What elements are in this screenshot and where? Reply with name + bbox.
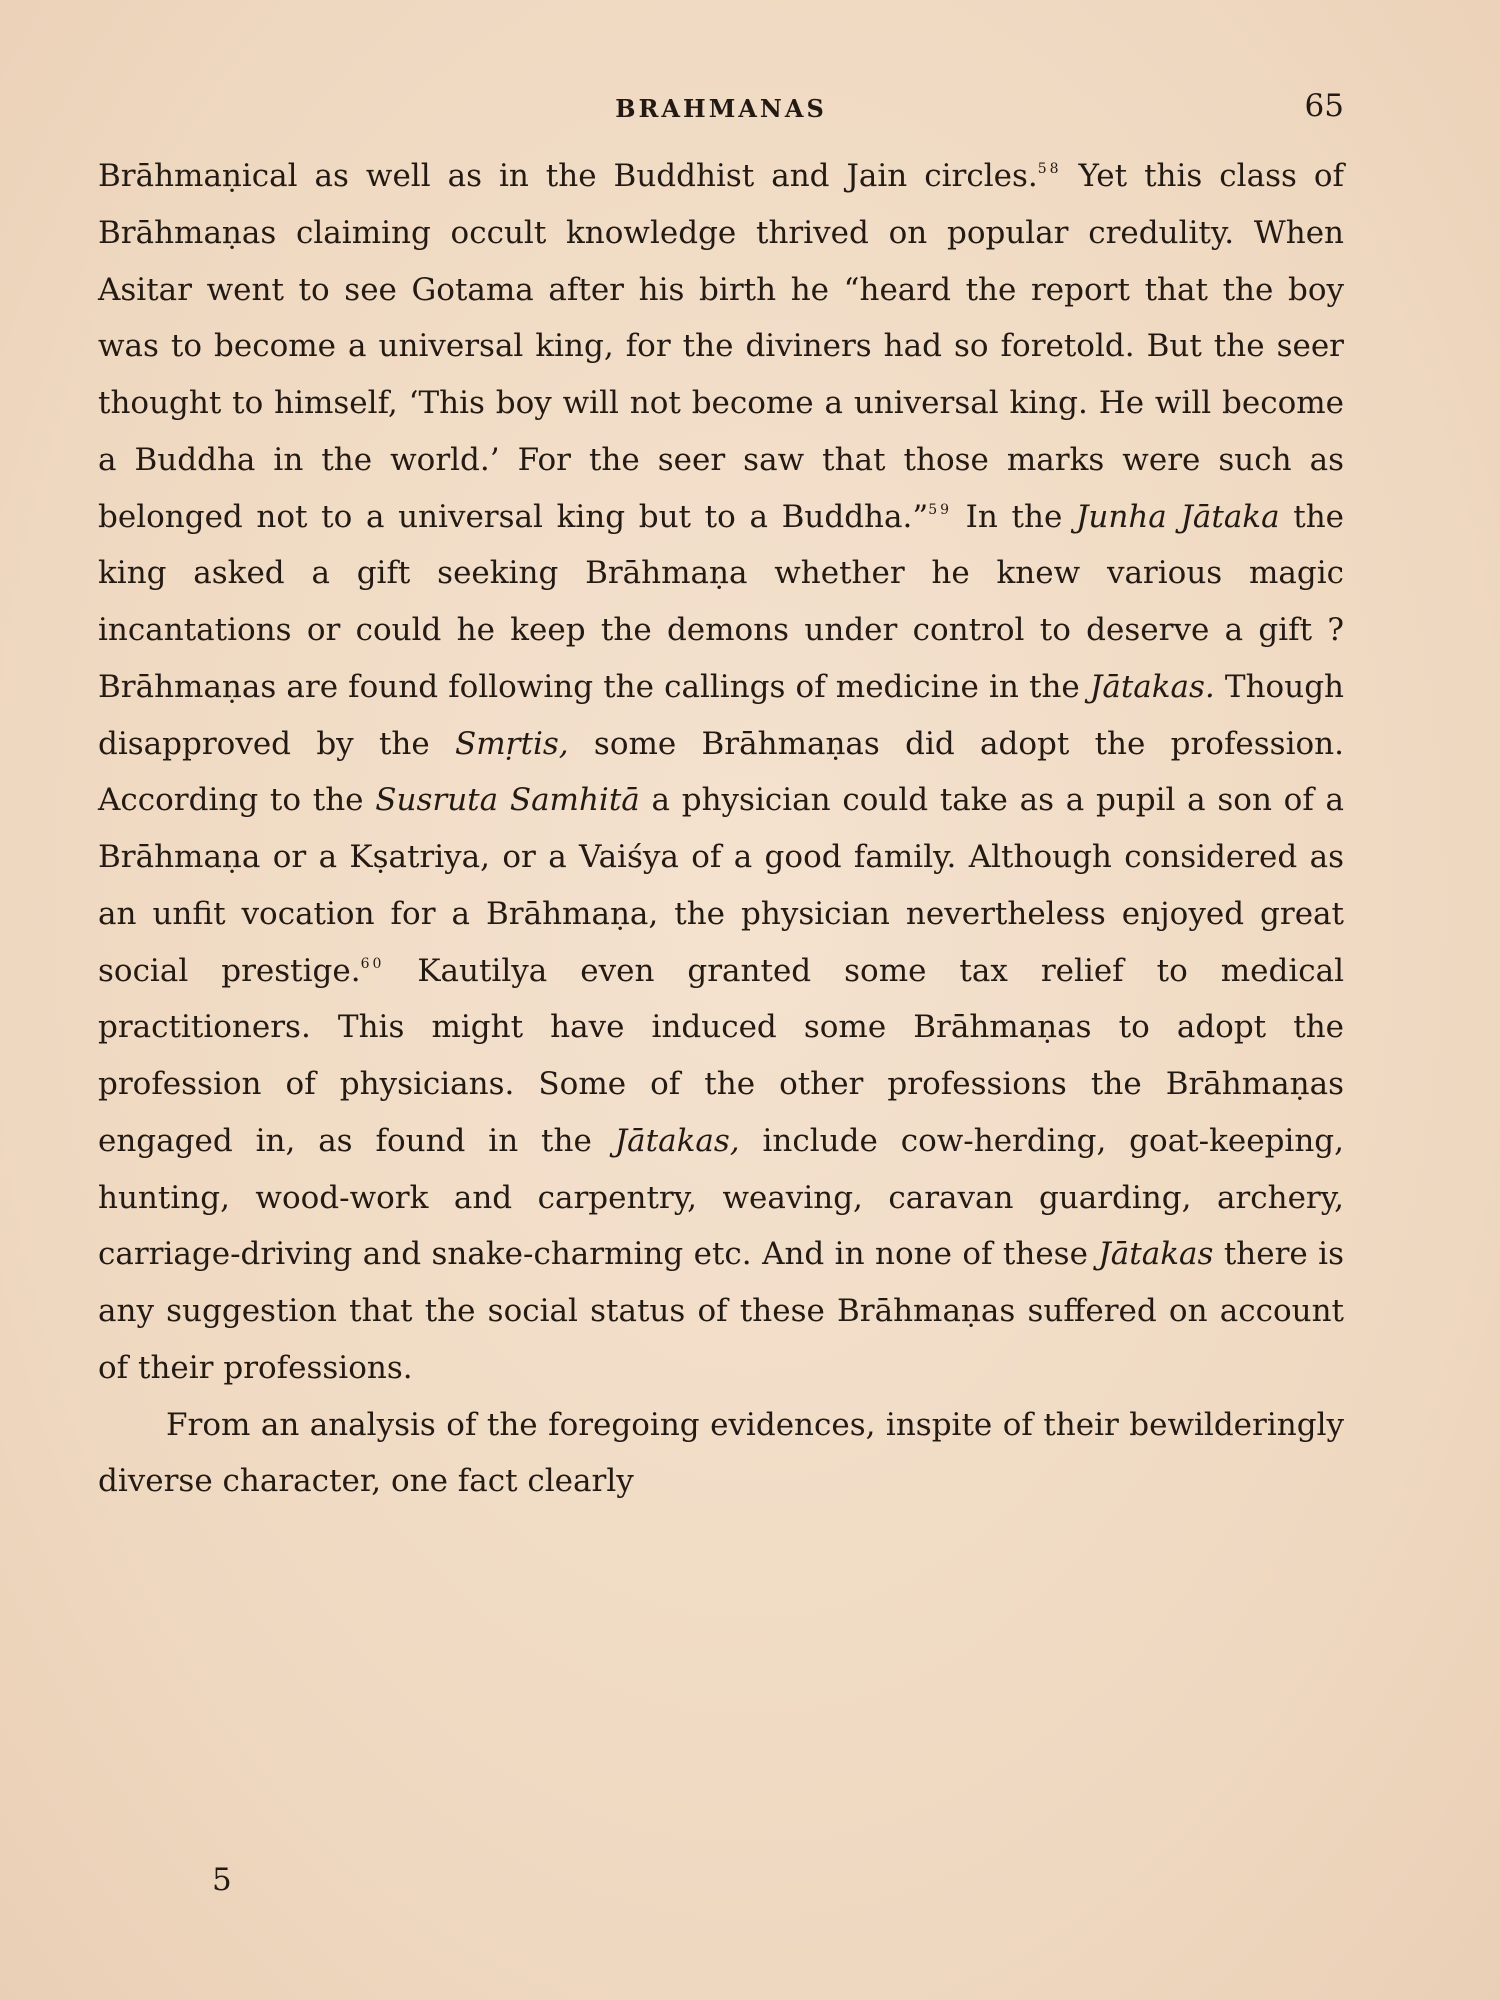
footnote-marker: 58 (1037, 161, 1062, 177)
italic-title: Jātakas (1098, 1236, 1214, 1273)
footnote-marker: 60 (360, 955, 385, 972)
italic-title: Jātakas, (614, 1122, 740, 1159)
paragraph-2: From an analysis of the foregoing evidences, inspite of their bewilderingly diverse character, one fact clearly (98, 1406, 1344, 1500)
italic-title: Junha Jātaka (1075, 498, 1280, 535)
footnote-marker: 59 (928, 501, 953, 518)
body-text (98, 148, 1344, 1510)
italic-title: Jātakas. (1089, 668, 1215, 705)
italic-title: Smṛtis, (455, 725, 569, 762)
italic-title: Susruta Samhitā (375, 782, 640, 819)
page-number: 65 (1304, 88, 1344, 124)
signature-mark: 5 (212, 1862, 232, 1898)
paragraph-1: Brāhmaṇical as well as in the Buddhist and Jain circles.$^{58}$ Yet this class of Brāhmaṇas claiming occult knowledge thrived on popular credulity. When Asitar went to see Gotama after his birth he “heard the report that the boy was to become a universal king, for the diviners had so foretold. But the seer thought to himself, ‘This boy will not become a universal king. He will become a Buddha in the world.’ For the seer saw that those marks were such as belonged not to a universal king but to a Buddha.”$^{59}$ In the Junha Jātaka the king asked a gift seeking Brāhmaṇa whether he knew various magic incantations or could he keep the demons under control to deserve a gift ? Brāhmaṇas are found following the callings of medicine in the Jātakas. Though disapproved by the Smṛtis, some Brāhmaṇas did adopt the profession. According to the Susruta Samhitā a physician could take as a pupil a son of a Brāhmaṇa or a Kṣatriya, or a Vaiśya of a good family. Although considered as an unfit vocation for a Brāhmaṇa, the physician nevertheless enjoyed great social prestige.$^{60}$ Kautilya even granted some tax relief to medical practitioners. This might have induced some Brāhmaṇas to adopt the profession of physicians. Some of the other professions the Brāhmaṇas engaged in, as found in the Jātakas, include cow-herding, goat-keeping, hunting, wood-work and carpentry, weaving, caravan guarding, archery, carriage-driving and snake-charming etc. And in none of these Jātakas there is any suggestion that the social status of these Brāhmaṇas suffered on account of their professions. (98, 158, 1345, 1386)
page-header (98, 88, 1344, 128)
running-head: BRAHMANAS (615, 94, 827, 123)
